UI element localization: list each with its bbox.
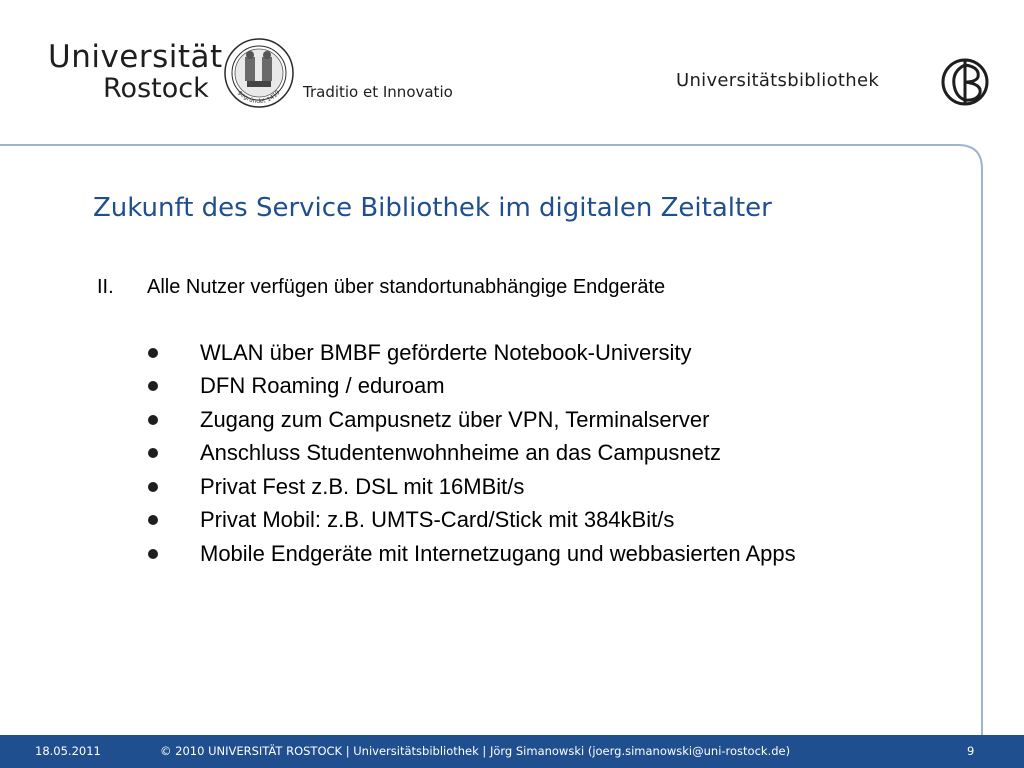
bullet-list	[148, 336, 796, 571]
footer-date: 18.05.2011	[35, 744, 101, 758]
bullet-icon	[148, 482, 158, 492]
bullet-text: Mobile Endgeräte mit Internetzugang und webbasierten Apps	[200, 540, 796, 566]
bullet-icon	[148, 515, 158, 525]
slide-footer	[0, 735, 1024, 768]
list-item	[148, 537, 796, 571]
slide-header	[0, 0, 1024, 145]
university-name-line2: Rostock	[103, 73, 209, 104]
bullet-text: Zugang zum Campusnetz über VPN, Terminalserver	[200, 406, 710, 432]
list-item	[148, 470, 796, 504]
section-number: II.	[97, 276, 114, 298]
section-text: Alle Nutzer verfügen über standortunabhängige Endgeräte	[147, 276, 666, 298]
bullet-icon	[148, 348, 158, 358]
university-name-line1: Universität	[48, 39, 223, 75]
list-item	[148, 336, 796, 370]
list-item	[148, 504, 796, 538]
motto: Traditio et Innovatio	[303, 83, 453, 101]
list-item	[148, 403, 796, 437]
bullet-icon	[148, 381, 158, 391]
bullet-icon	[148, 448, 158, 458]
list-item	[148, 437, 796, 471]
bullet-text: Privat Mobil: z.B. UMTS-Card/Stick mit 384kBit/s	[200, 507, 675, 533]
bullet-text: Anschluss Studentenwohnheime an das Campusnetz	[200, 440, 721, 466]
list-item	[148, 370, 796, 404]
bullet-text: DFN Roaming / eduroam	[200, 373, 445, 399]
university-logo-text	[48, 39, 223, 104]
footer-copyright: © 2010 UNIVERSITÄT ROSTOCK | Universitätsbibliothek | Jörg Simanowski (joerg.simanowski@uni-rostock.de)	[160, 744, 791, 758]
seal-text: gegründet 1419	[236, 89, 282, 106]
section-heading	[97, 276, 665, 299]
bullet-text: WLAN über BMBF geförderte Notebook-University	[200, 339, 692, 365]
department-label: Universitätsbibliothek	[676, 70, 880, 91]
university-seal-icon	[223, 37, 295, 109]
bullet-icon	[148, 549, 158, 559]
page-number: 9	[967, 744, 975, 758]
slide-title: Zukunft des Service Bibliothek im digitalen Zeitalter	[93, 193, 772, 223]
bullet-icon	[148, 415, 158, 425]
bullet-text: Privat Fest z.B. DSL mit 16MBit/s	[200, 473, 525, 499]
ub-monogram-icon	[940, 57, 990, 107]
